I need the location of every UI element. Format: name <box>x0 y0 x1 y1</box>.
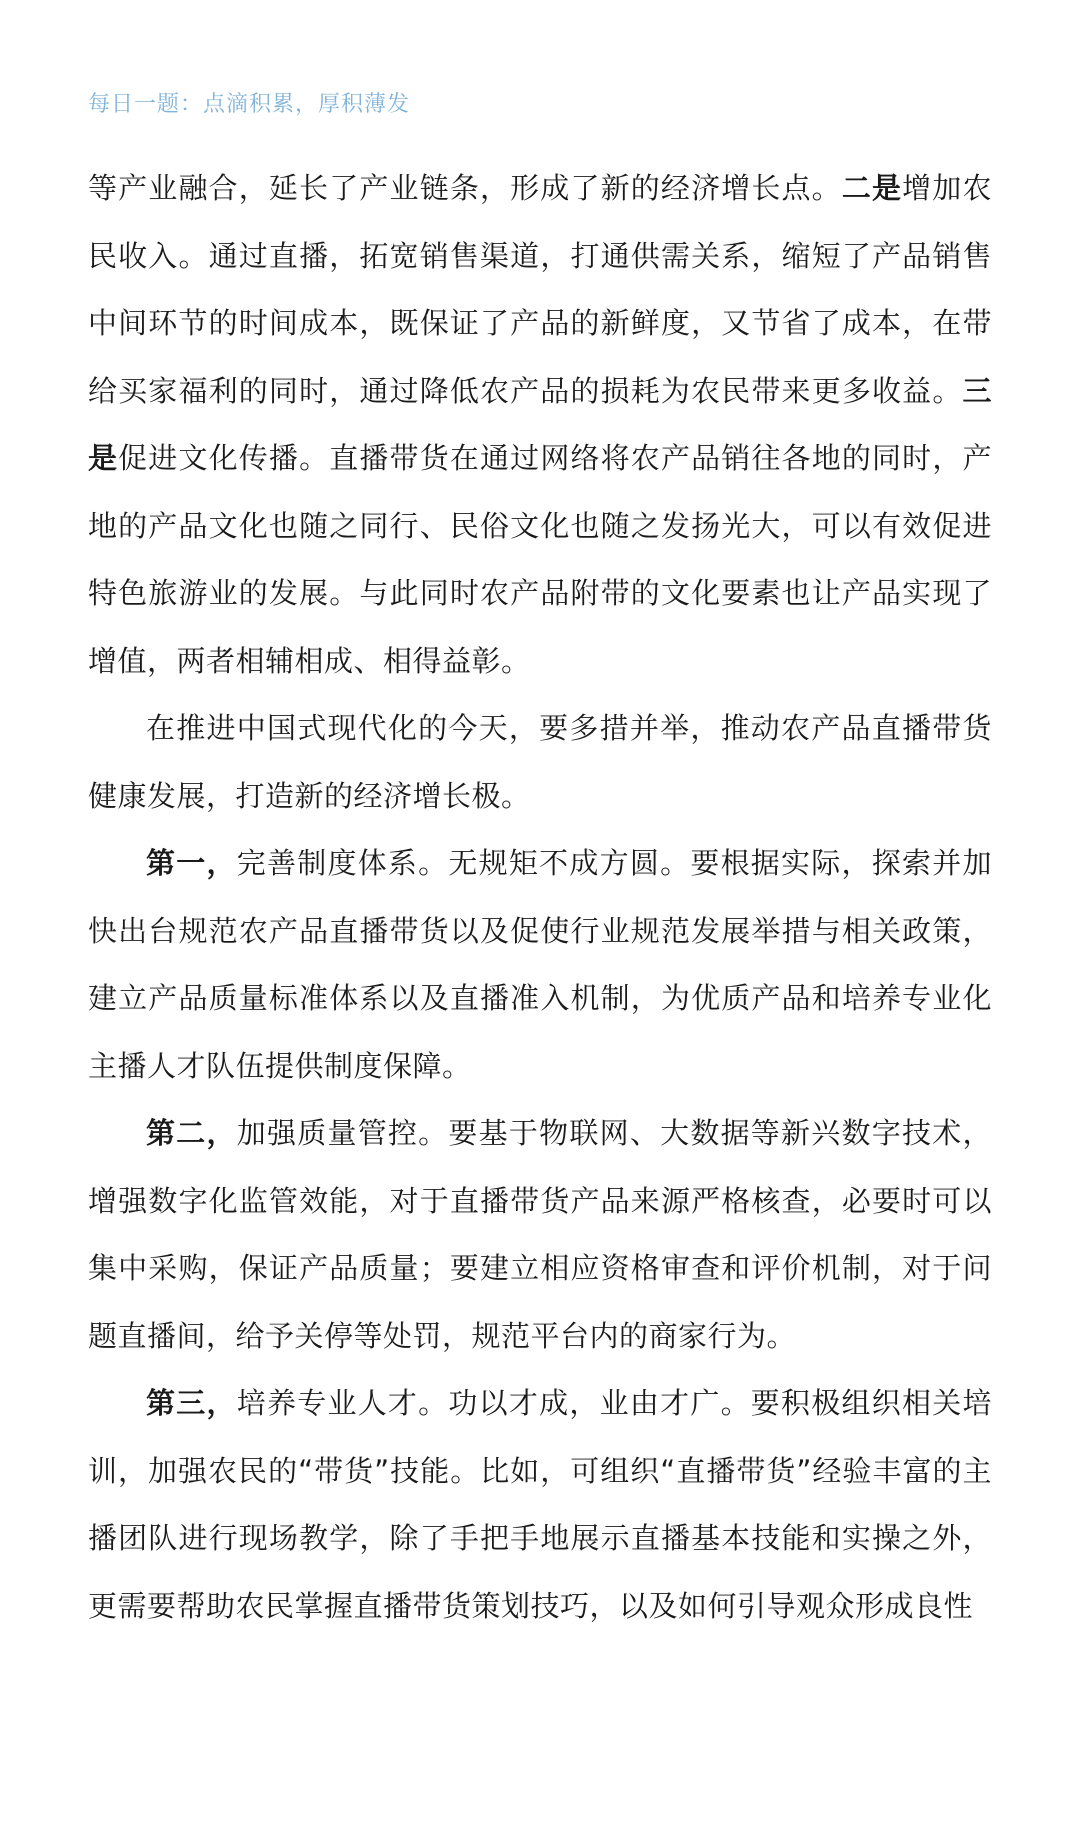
paragraph-5-lead: 第三， <box>146 1386 237 1420</box>
header-title: 每日一题：点滴积累，厚积薄发 <box>88 92 411 117</box>
paragraph-2-text: 在推进中国式现代化的今天，要多措并举，推动农产品直播带货健康发展，打造新的经济增长极。 <box>88 711 992 813</box>
paragraph-4 <box>88 1100 992 1370</box>
paragraph-2 <box>88 695 992 830</box>
paragraph-1-bold-a: 二是 <box>841 171 903 205</box>
article-body <box>88 155 992 1640</box>
paragraph-3-text: 完善制度体系。无规矩不成方圆。要根据实际，探索并加快出台规范农产品直播带货以及促使行业规范发展举措与相关政策，建立产品质量标准体系以及直播准入机制，为优质产品和培养专业化主播人才队伍提供制度保障。 <box>88 846 992 1083</box>
paragraph-1-text-c: 促进文化传播。直播带货在通过网络将农产品销往各地的同时，产地的产品文化也随之同行、民俗文化也随之发扬光大，可以有效促进特色旅游业的发展。与此同时农产品附带的文化要素也让产品实现了增值，两者相辅相成、相得益彰。 <box>88 441 992 678</box>
paragraph-1-text-a: 等产业融合，延长了产业链条，形成了新的经济增长点。 <box>88 171 842 205</box>
paragraph-1 <box>88 155 992 695</box>
paragraph-4-lead: 第二， <box>146 1116 237 1150</box>
paragraph-1-bold-b: 三是 <box>88 373 992 475</box>
paragraph-5-text: 培养专业人才。功以才成，业由才广。要积极组织相关培训，加强农民的“带货”技能。比如，可组织“直播带货”经验丰富的主播团队进行现场教学，除了手把手地展示直播基本技能和实操之外，更需要帮助农民掌握直播带货策划技巧，以及如何引导观众形成良性 <box>88 1386 992 1623</box>
paragraph-4-text: 加强质量管控。要基于物联网、大数据等新兴数字技术，增强数字化监管效能，对于直播带货产品来源严格核查，必要时可以集中采购，保证产品质量；要建立相应资格审查和评价机制，对于问题直播间，给予关停等处罚，规范平台内的商家行为。 <box>88 1116 992 1353</box>
paragraph-5 <box>88 1370 992 1640</box>
paragraph-1-text-b: 增加农民收入。通过直播，拓宽销售渠道，打通供需关系，缩短了产品销售中间环节的时间成本，既保证了产品的新鲜度，又节省了成本，在带给买家福利的同时，通过降低农产品的损耗为农民带来更多收益。 <box>88 171 992 408</box>
paragraph-3-lead: 第一， <box>146 846 237 880</box>
paragraph-3 <box>88 830 992 1100</box>
